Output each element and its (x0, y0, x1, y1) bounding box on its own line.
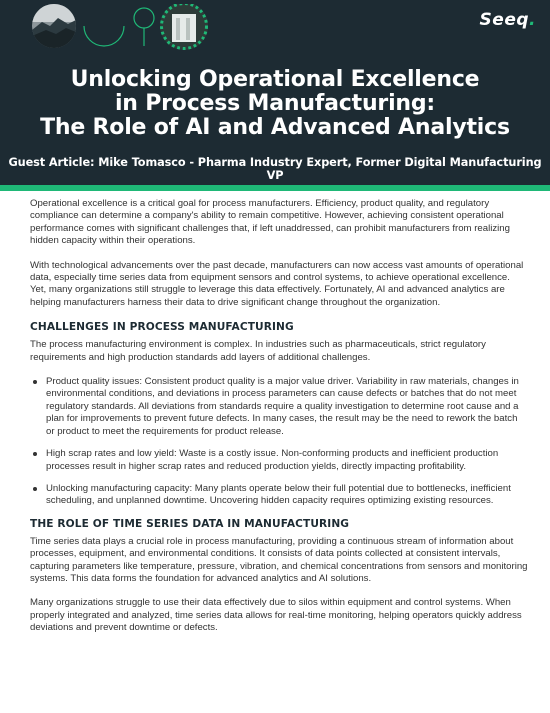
page-title (0, 68, 550, 140)
decorative-circles-graphic (32, 4, 212, 56)
half-ring-shape (84, 26, 124, 46)
article-byline: Guest Article: Mike Tomasco - Pharma Industry Expert, Former Digital Manufacturing VP (8, 156, 542, 182)
mountain-photo-circle (32, 4, 76, 48)
section-heading-time-series: THE ROLE OF TIME SERIES DATA IN MANUFACTURING (30, 517, 350, 530)
challenges-intro: The process manufacturing environment is complex. In industries such as pharmaceuticals, strict regulatory requirements and high production standards add layers of additional challenges. (30, 339, 486, 363)
list-item: High scrap rates and low yield: Waste is a costly issue. Non-conforming products and inefficient production processes result in higher scrap rates and reduced production yields, directly impacting profitability. (46, 448, 528, 473)
challenges-list (30, 376, 528, 508)
title-line-2: in Process Manufacturing: (114, 91, 436, 116)
ring-shape (134, 8, 154, 28)
list-item: Product quality issues: Consistent product quality is a major value driver. Variability in raw materials, changes in environmental conditions, and deviations in process parameters can cause defects or batches that do not meet regulatory standards. All deviations from standards require a quality investigation to determine root cause and a plan for improvements to prevent future defects. In many cases, the result may be the need to rework the batch or product to meet the requirements for product release. (46, 376, 528, 438)
time-series-paragraph-2: Many organizations struggle to use their data effectively due to silos within equipment and control systems. When properly integrated and analyzed, time series data allows for real-time monitoring, helping operators quickly address deviations and prevent downtime or defects. (30, 597, 522, 634)
factory-photo-circle (160, 4, 208, 50)
article-body (30, 198, 528, 647)
seeq-logo: Seeq. (479, 10, 536, 30)
list-item: Unlocking manufacturing capacity: Many plants operate below their full potential due to bottlenecks, inefficient scheduling, and unplanned downtime. Uncovering hidden capacity requires optimizing existing resources. (46, 483, 528, 508)
time-series-paragraph-1: Time series data plays a crucial role in process manufacturing, providing a continuous stream of information about processes, equipment, and environmental conditions. It consists of data points collected at consistent intervals, capturing parameters like temperature, pressure, vibration, and chemical concentrations from sensors and monitoring systems. This data forms the foundation for advanced analytics and AI solutions. (30, 535, 528, 584)
intro-paragraph-1: Operational excellence is a critical goal for process manufacturers. Efficiency, product quality, and regulatory compliance can determine a company's ability to remain competitive. However, achieving consistent operational performance comes with significant challenges that, if left unaddressed, can prohibit manufacturers from realizing hidden capacity within their operations. (30, 198, 510, 247)
title-line-3: The Role of AI and Advanced Analytics (40, 115, 510, 140)
section-heading-challenges: CHALLENGES IN PROCESS MANUFACTURING (30, 321, 294, 334)
title-line-1: Unlocking Operational Excellence (70, 67, 480, 92)
header-banner (0, 0, 550, 185)
intro-paragraph-2: With technological advancements over the past decade, manufacturers can now access vast amounts of operational data, especially time series data from equipment sensors and control systems, to achieve operational excellence. Yet, many organizations still struggle to leverage this data effectively. Fortunately, AI and advanced analytics are helping manufacturers harness their data to drive significant change throughout the organization. (30, 259, 524, 308)
accent-bar (0, 185, 550, 191)
